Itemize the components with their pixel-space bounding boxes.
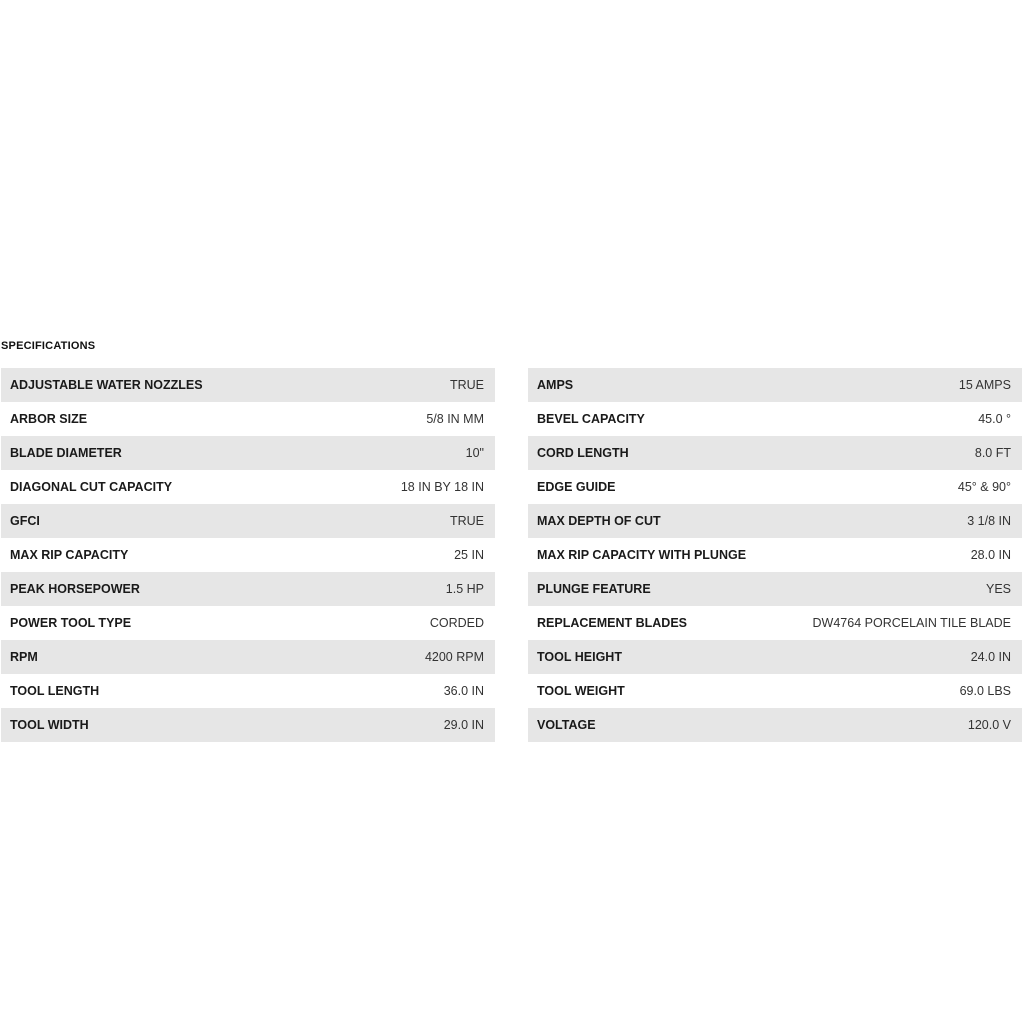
spec-row [1, 572, 495, 606]
spec-label: VOLTAGE [537, 718, 596, 732]
spec-value: 28.0 IN [970, 548, 1011, 562]
spec-row [1, 640, 495, 674]
spec-value: 45° & 90° [957, 480, 1011, 494]
spec-row [1, 538, 495, 572]
spec-label: PLUNGE FEATURE [537, 582, 651, 596]
spec-row [1, 402, 495, 436]
spec-value: 69.0 LBS [959, 684, 1011, 698]
spec-row [528, 368, 1022, 402]
spec-value: 45.0 ° [978, 412, 1011, 426]
spec-row [528, 674, 1022, 708]
spec-label: DIAGONAL CUT CAPACITY [10, 480, 173, 494]
spec-label: EDGE GUIDE [537, 480, 616, 494]
spec-label: TOOL WEIGHT [537, 684, 625, 698]
spec-value: DW4764 PORCELAIN TILE BLADE [812, 616, 1011, 630]
spec-label: BEVEL CAPACITY [537, 412, 645, 426]
spec-value: TRUE [449, 514, 484, 528]
spec-row [1, 674, 495, 708]
spec-value: 24.0 IN [970, 650, 1011, 664]
spec-value: TRUE [449, 378, 484, 392]
spec-label: ADJUSTABLE WATER NOZZLES [10, 378, 203, 392]
spec-row [528, 402, 1022, 436]
spec-value: 10" [465, 446, 484, 460]
spec-table-right [528, 368, 1022, 742]
spec-value: 25 IN [454, 548, 484, 562]
spec-label: AMPS [537, 378, 574, 392]
spec-row [1, 368, 495, 402]
spec-label: MAX RIP CAPACITY WITH PLUNGE [537, 548, 747, 562]
spec-row [528, 504, 1022, 538]
spec-row [1, 708, 495, 742]
spec-label: POWER TOOL TYPE [10, 616, 132, 630]
spec-value: 4200 RPM [424, 650, 484, 664]
spec-row [528, 606, 1022, 640]
spec-label: MAX RIP CAPACITY [10, 548, 129, 562]
spec-row [528, 572, 1022, 606]
spec-table-left [1, 368, 495, 742]
spec-value: 18 IN BY 18 IN [400, 480, 484, 494]
specifications-heading: SPECIFICATIONS [1, 340, 96, 352]
spec-value: 8.0 FT [974, 446, 1011, 460]
spec-label: CORD LENGTH [537, 446, 629, 460]
spec-value: 29.0 IN [443, 718, 484, 732]
spec-label: BLADE DIAMETER [10, 446, 122, 460]
spec-label: RPM [10, 650, 38, 664]
spec-row [528, 708, 1022, 742]
spec-label: ARBOR SIZE [10, 412, 88, 426]
spec-label: REPLACEMENT BLADES [537, 616, 688, 630]
spec-label: PEAK HORSEPOWER [10, 582, 140, 596]
spec-row [528, 436, 1022, 470]
spec-row [528, 538, 1022, 572]
spec-label: MAX DEPTH OF CUT [537, 514, 661, 528]
spec-row [1, 436, 495, 470]
spec-label: TOOL WIDTH [10, 718, 89, 732]
spec-value: 15 AMPS [958, 378, 1011, 392]
spec-row [1, 470, 495, 504]
spec-label: TOOL HEIGHT [537, 650, 622, 664]
spec-label: GFCI [10, 514, 40, 528]
spec-value: YES [985, 582, 1011, 596]
spec-value: 3 1/8 IN [967, 514, 1011, 528]
spec-value: CORDED [429, 616, 484, 630]
spec-value: 1.5 HP [445, 582, 484, 596]
spec-label: TOOL LENGTH [10, 684, 100, 698]
spec-value: 120.0 V [967, 718, 1011, 732]
spec-row [528, 470, 1022, 504]
spec-value: 5/8 IN MM [426, 412, 484, 426]
spec-row [1, 504, 495, 538]
spec-row [528, 640, 1022, 674]
spec-row [1, 606, 495, 640]
spec-value: 36.0 IN [443, 684, 484, 698]
